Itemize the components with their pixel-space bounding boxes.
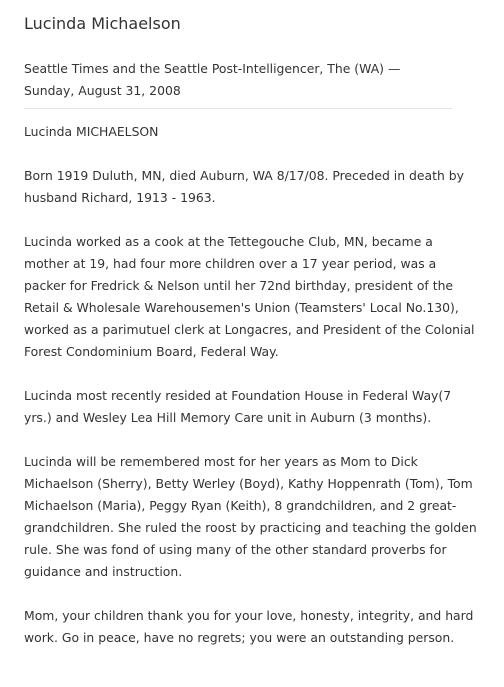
residence-paragraph: Lucinda most recently resided at Foundation House in Federal Way(7 yrs.) and Wesley Lea Hill Memory Care unit in Auburn (3 months).: [24, 388, 452, 425]
source-publication: Seattle Times and the Seattle Post-Intelligencer, The (WA) —: [24, 61, 401, 76]
career-paragraph: Lucinda worked as a cook at the Tettegouche Club, MN, became a mother at 19, had four more children over a 17 year period, was a packer for Fredrick & Nelson until her 72nd birthday, president of the Retail & Wholesale Warehousemen's Union (Teamsters' Local No.130), worked as a parimutuel clerk at Longacres, and President of the Colonial Forest Condominium Board, Federal Way.: [24, 234, 475, 359]
source-line: [24, 58, 477, 102]
family-paragraph: Lucinda will be remembered most for her years as Mom to Dick Michaelson (Sherry), Betty Werley (Boyd), Kathy Hoppenrath (Tom), Tom Michaelson (Maria), Peggy Ryan (Keith), 8 grandchildren, and 2 great-grandchildren. She ruled the roost by practicing and teaching the golden rule. She was fond of using many of the other standard proverbs for guidance and instruction.: [24, 454, 477, 579]
farewell-paragraph: Mom, your children thank you for your love, honesty, integrity, and hard work. Go in peace, have no regrets; you were an outstanding person.: [24, 608, 474, 645]
source-date: Sunday, August 31, 2008: [24, 83, 181, 98]
deceased-name-paragraph: Lucinda MICHAELSON: [24, 124, 159, 139]
article-title: Lucinda Michaelson: [24, 14, 181, 33]
birth-death-paragraph: Born 1919 Duluth, MN, died Auburn, WA 8/17/08. Preceded in death by husband Richard, 1913 - 1963.: [24, 168, 464, 205]
divider: [24, 108, 452, 109]
